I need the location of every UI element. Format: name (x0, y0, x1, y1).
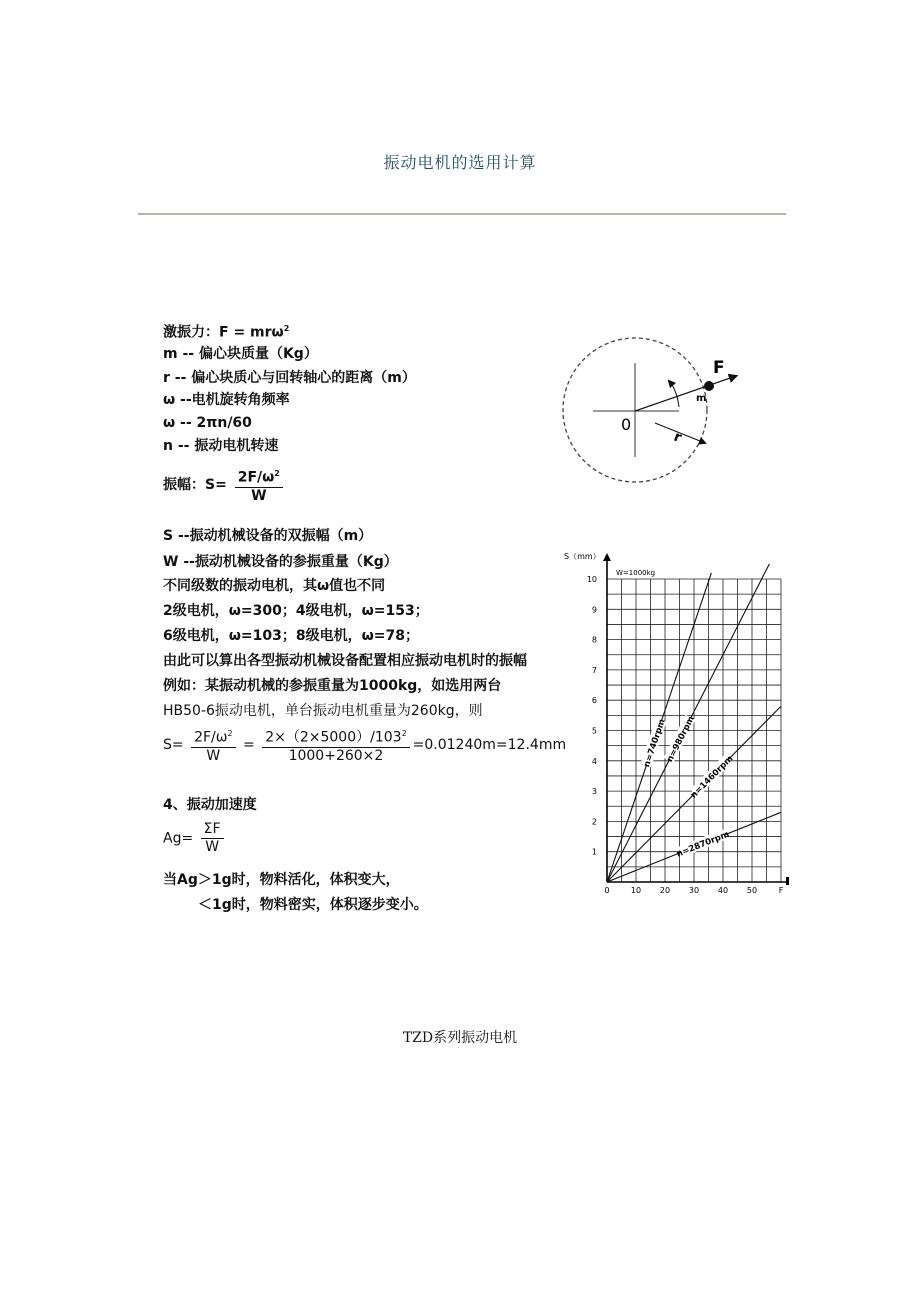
force-formula (163, 320, 289, 342)
x-tick-label: 50 (746, 886, 758, 894)
example-f1-denominator: W (206, 747, 221, 764)
example-f1-sup: 2 (227, 729, 233, 738)
omega-definition: ω --电机旋转角频率 (163, 392, 290, 408)
y-tick-label: 8 (591, 635, 597, 645)
radius-label-r: r (671, 428, 684, 447)
origin-label: 0 (621, 415, 632, 434)
eccentric-mass-dot (704, 381, 714, 391)
weight-annotation: W=1000kg (616, 569, 656, 577)
amplitude-fraction (235, 465, 283, 505)
example-line-1: 例如：某振动机械的参振重量为1000kg，如选用两台 (163, 678, 502, 694)
acceleration-fraction (201, 821, 224, 856)
amplitude-denominator: W (251, 487, 267, 504)
y-tick-label: 10 (586, 575, 597, 584)
force-sup: 2 (283, 324, 290, 333)
acceleration-denominator: W (205, 839, 220, 855)
amplitude-label: 振幅： (163, 476, 205, 493)
example-f2-sup: 2 (401, 729, 407, 738)
force-label: 激振力： (163, 324, 219, 341)
r-definition: r -- 偏心块质心与回转轴心的距离（m） (163, 370, 416, 386)
n-definition: n -- 振动电机转速 (163, 438, 279, 454)
example-calculation (163, 725, 566, 765)
force-label-F: F (713, 358, 725, 378)
y-axis-arrow (603, 553, 611, 561)
amplitude-numerator-sup: 2 (274, 469, 280, 478)
y-tick-label: 5 (591, 726, 597, 736)
y-tick-label: 2 (591, 817, 597, 827)
example-fraction-1 (191, 725, 236, 765)
acceleration-heading: 4、振动加速度 (163, 797, 257, 813)
acceleration-formula (163, 821, 227, 856)
example-result: =0.01240m=12.4mm (412, 736, 567, 753)
series-label: n=2870rpm (675, 829, 731, 860)
example-f2-denominator: 1000+260×2 (288, 747, 384, 764)
force-vector (635, 376, 736, 411)
x-axis-end-mark (786, 877, 789, 885)
m-definition: m -- 偏心块质量（Kg） (163, 346, 318, 362)
omega-note: 不同级数的振动电机，其ω值也不同 (163, 578, 386, 594)
x-tick-label: 0 (604, 886, 610, 894)
y-tick-label: 4 (591, 756, 597, 766)
poles-line-1: 2级电机，ω=300；4级电机，ω=153； (163, 603, 429, 619)
acceleration-numerator: ΣF (201, 821, 224, 839)
x-tick-label: 40 (717, 886, 729, 894)
calc-note: 由此可以算出各型振动机械设备配置相应振动电机时的振幅 (163, 653, 527, 669)
y-tick-label: 6 (591, 696, 597, 706)
amplitude-numerator: 2F/ω (237, 469, 275, 486)
eccentric-mass-diagram (555, 335, 745, 495)
poles-line-2: 6级电机，ω=103；8级电机，ω=78； (163, 628, 419, 644)
figure-caption: TZD系列振动电机 (402, 1030, 518, 1046)
y-axis-label: S（mm） (564, 552, 601, 561)
amplitude-chart (560, 548, 792, 894)
acceleration-lhs: Ag= (163, 830, 194, 847)
x-tick-label: 20 (659, 886, 671, 894)
s-definition: S --振动机械设备的双振幅（m） (163, 528, 373, 544)
mass-label-m: m (696, 393, 707, 404)
note-greater: 当Ag＞1g时，物料活化，体积变大， (163, 872, 400, 888)
x-tick-label: 30 (688, 886, 700, 894)
example-lhs: S= (163, 736, 184, 753)
amplitude-lhs: S= (205, 476, 227, 493)
amplitude-formula (163, 465, 286, 505)
title-divider (138, 213, 786, 215)
y-tick-label: 9 (591, 605, 597, 615)
x-tick-label: 10 (630, 886, 642, 894)
force-expr: F = mrω (219, 324, 284, 341)
series-label: n=740rpm (642, 717, 668, 769)
page-title: 振动电机的选用计算 (383, 153, 537, 172)
example-equals: = (243, 736, 255, 753)
example-f1-numerator: 2F/ω (194, 729, 228, 746)
y-tick-label: 1 (591, 847, 597, 857)
rotation-arrow (669, 381, 679, 407)
y-tick-label: 3 (591, 787, 597, 797)
y-tick-label: 7 (591, 665, 597, 675)
example-f2-numerator: 2×（2×5000）/103 (265, 729, 402, 746)
omega-equation: ω -- 2πn/60 (163, 415, 252, 431)
x-tick-label: F (778, 886, 784, 894)
example-fraction-2 (262, 725, 409, 765)
note-less: ＜1g时，物料密实，体积逐步变小。 (198, 897, 428, 913)
series-label: n=980rpm (665, 714, 697, 764)
example-line-2: HB50-6振动电机，单台振动电机重量为260kg，则 (163, 703, 483, 719)
series-label: n=1460rpm (688, 753, 736, 801)
w-definition: W --振动机械设备的参振重量（Kg） (163, 554, 398, 570)
